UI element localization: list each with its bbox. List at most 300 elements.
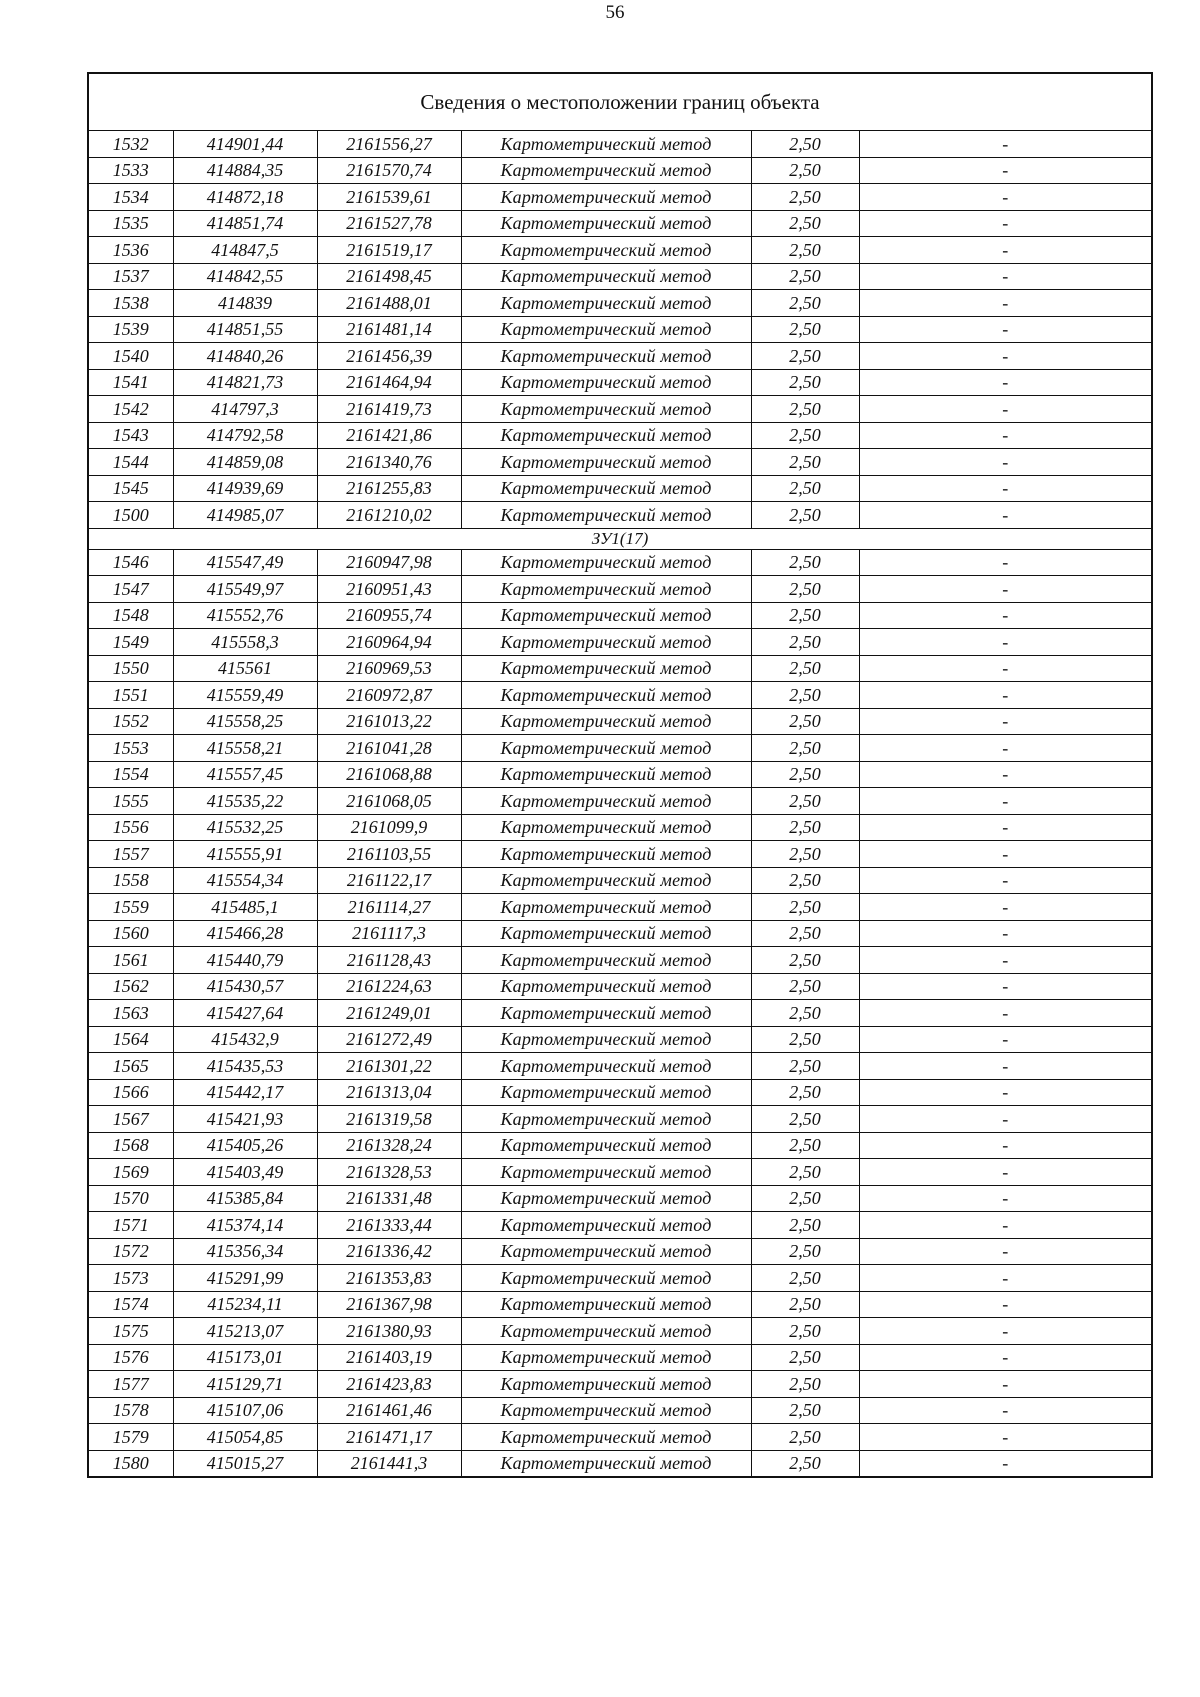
point-number-cell: 1554: [88, 761, 173, 788]
method-cell: Картометрический метод: [461, 867, 751, 894]
description-cell: -: [859, 1026, 1152, 1053]
precision-cell: 2,50: [751, 1053, 859, 1080]
point-number-cell: 1534: [88, 184, 173, 211]
description-cell: -: [859, 157, 1152, 184]
description-cell: -: [859, 761, 1152, 788]
table-row: [88, 396, 1152, 423]
table-row: [88, 422, 1152, 449]
coord-x-cell: 415356,34: [173, 1238, 317, 1265]
method-cell: Картометрический метод: [461, 1106, 751, 1133]
coord-y-cell: 2161333,44: [317, 1212, 461, 1239]
coord-y-cell: 2161456,39: [317, 343, 461, 370]
coord-x-cell: 414939,69: [173, 475, 317, 502]
description-cell: -: [859, 1397, 1152, 1424]
coord-y-cell: 2161421,86: [317, 422, 461, 449]
coord-y-cell: 2161423,83: [317, 1371, 461, 1398]
precision-cell: 2,50: [751, 1397, 859, 1424]
coord-y-cell: 2161319,58: [317, 1106, 461, 1133]
table-row: [88, 1450, 1152, 1477]
method-cell: Картометрический метод: [461, 369, 751, 396]
method-cell: Картометрический метод: [461, 947, 751, 974]
point-number-cell: 1562: [88, 973, 173, 1000]
coord-y-cell: 2161461,46: [317, 1397, 461, 1424]
point-number-cell: 1537: [88, 263, 173, 290]
point-number-cell: 1557: [88, 841, 173, 868]
description-cell: -: [859, 1318, 1152, 1345]
precision-cell: 2,50: [751, 735, 859, 762]
description-cell: -: [859, 1132, 1152, 1159]
method-cell: Картометрический метод: [461, 396, 751, 423]
point-number-cell: 1555: [88, 788, 173, 815]
coord-x-cell: 415485,1: [173, 894, 317, 921]
coord-x-cell: 415015,27: [173, 1450, 317, 1477]
coord-y-cell: 2161464,94: [317, 369, 461, 396]
point-number-cell: 1565: [88, 1053, 173, 1080]
precision-cell: 2,50: [751, 475, 859, 502]
point-number-cell: 1550: [88, 655, 173, 682]
point-number-cell: 1573: [88, 1265, 173, 1292]
coord-x-cell: 415430,57: [173, 973, 317, 1000]
point-number-cell: 1544: [88, 449, 173, 476]
method-cell: Картометрический метод: [461, 475, 751, 502]
point-number-cell: 1578: [88, 1397, 173, 1424]
boundary-table: [87, 72, 1153, 1478]
coord-x-cell: 414847,5: [173, 237, 317, 264]
coord-x-cell: 415559,49: [173, 682, 317, 709]
table-row: [88, 973, 1152, 1000]
description-cell: -: [859, 1424, 1152, 1451]
table-row: [88, 576, 1152, 603]
point-number-cell: 1538: [88, 290, 173, 317]
description-cell: -: [859, 1238, 1152, 1265]
table-row: [88, 210, 1152, 237]
coord-y-cell: 2161481,14: [317, 316, 461, 343]
method-cell: Картометрический метод: [461, 1212, 751, 1239]
precision-cell: 2,50: [751, 157, 859, 184]
coord-x-cell: 415213,07: [173, 1318, 317, 1345]
description-cell: -: [859, 316, 1152, 343]
coord-y-cell: 2161210,02: [317, 502, 461, 529]
point-number-cell: 1575: [88, 1318, 173, 1345]
precision-cell: 2,50: [751, 549, 859, 576]
method-cell: Картометрический метод: [461, 655, 751, 682]
precision-cell: 2,50: [751, 1450, 859, 1477]
table-row: [88, 1026, 1152, 1053]
precision-cell: 2,50: [751, 422, 859, 449]
point-number-cell: 1547: [88, 576, 173, 603]
point-number-cell: 1541: [88, 369, 173, 396]
method-cell: Картометрический метод: [461, 549, 751, 576]
coord-x-cell: 414872,18: [173, 184, 317, 211]
description-cell: -: [859, 735, 1152, 762]
table-row: [88, 449, 1152, 476]
coord-y-cell: 2160947,98: [317, 549, 461, 576]
coord-x-cell: 415535,22: [173, 788, 317, 815]
coord-y-cell: 2161068,05: [317, 788, 461, 815]
description-cell: -: [859, 682, 1152, 709]
table-row: [88, 1318, 1152, 1345]
coord-x-cell: 415405,26: [173, 1132, 317, 1159]
table-row: [88, 184, 1152, 211]
point-number-cell: 1566: [88, 1079, 173, 1106]
coord-y-cell: 2161471,17: [317, 1424, 461, 1451]
precision-cell: 2,50: [751, 1185, 859, 1212]
table-body: [88, 73, 1152, 1477]
coord-x-cell: 414839: [173, 290, 317, 317]
precision-cell: 2,50: [751, 841, 859, 868]
description-cell: -: [859, 841, 1152, 868]
point-number-cell: 1559: [88, 894, 173, 921]
coord-y-cell: 2161041,28: [317, 735, 461, 762]
coord-x-cell: 414901,44: [173, 131, 317, 158]
table-row: [88, 1159, 1152, 1186]
precision-cell: 2,50: [751, 1238, 859, 1265]
description-cell: -: [859, 1265, 1152, 1292]
method-cell: Картометрический метод: [461, 343, 751, 370]
description-cell: -: [859, 1212, 1152, 1239]
method-cell: Картометрический метод: [461, 131, 751, 158]
coord-x-cell: 415374,14: [173, 1212, 317, 1239]
method-cell: Картометрический метод: [461, 576, 751, 603]
precision-cell: 2,50: [751, 920, 859, 947]
coord-y-cell: 2161272,49: [317, 1026, 461, 1053]
coord-x-cell: 415554,34: [173, 867, 317, 894]
coord-x-cell: 414851,74: [173, 210, 317, 237]
coord-x-cell: 414884,35: [173, 157, 317, 184]
coord-y-cell: 2161224,63: [317, 973, 461, 1000]
table-row: [88, 1106, 1152, 1133]
coord-x-cell: 415427,64: [173, 1000, 317, 1027]
description-cell: -: [859, 1079, 1152, 1106]
table-row: [88, 475, 1152, 502]
coord-y-cell: 2161556,27: [317, 131, 461, 158]
precision-cell: 2,50: [751, 237, 859, 264]
point-number-cell: 1548: [88, 602, 173, 629]
table-row: [88, 157, 1152, 184]
coord-x-cell: 415549,97: [173, 576, 317, 603]
coord-x-cell: 414851,55: [173, 316, 317, 343]
table-row: [88, 1397, 1152, 1424]
point-number-cell: 1563: [88, 1000, 173, 1027]
description-cell: -: [859, 1000, 1152, 1027]
description-cell: -: [859, 655, 1152, 682]
section-label: ЗУ1(17): [88, 528, 1152, 549]
precision-cell: 2,50: [751, 1318, 859, 1345]
coord-x-cell: 415561: [173, 655, 317, 682]
point-number-cell: 1535: [88, 210, 173, 237]
table-row: [88, 894, 1152, 921]
coord-y-cell: 2161527,78: [317, 210, 461, 237]
table-row: [88, 263, 1152, 290]
coord-y-cell: 2161068,88: [317, 761, 461, 788]
precision-cell: 2,50: [751, 396, 859, 423]
precision-cell: 2,50: [751, 369, 859, 396]
coord-x-cell: 415054,85: [173, 1424, 317, 1451]
table-row: [88, 1212, 1152, 1239]
point-number-cell: 1571: [88, 1212, 173, 1239]
precision-cell: 2,50: [751, 1291, 859, 1318]
description-cell: -: [859, 210, 1152, 237]
coord-x-cell: 415129,71: [173, 1371, 317, 1398]
precision-cell: 2,50: [751, 947, 859, 974]
method-cell: Картометрический метод: [461, 1079, 751, 1106]
precision-cell: 2,50: [751, 894, 859, 921]
point-number-cell: 1577: [88, 1371, 173, 1398]
description-cell: -: [859, 502, 1152, 529]
method-cell: Картометрический метод: [461, 449, 751, 476]
precision-cell: 2,50: [751, 708, 859, 735]
description-cell: -: [859, 396, 1152, 423]
precision-cell: 2,50: [751, 814, 859, 841]
description-cell: -: [859, 708, 1152, 735]
coord-x-cell: 415552,76: [173, 602, 317, 629]
coord-x-cell: 415558,3: [173, 629, 317, 656]
table-row: [88, 814, 1152, 841]
coord-x-cell: 414797,3: [173, 396, 317, 423]
table-row: [88, 788, 1152, 815]
precision-cell: 2,50: [751, 602, 859, 629]
point-number-cell: 1579: [88, 1424, 173, 1451]
point-number-cell: 1532: [88, 131, 173, 158]
description-cell: -: [859, 894, 1152, 921]
precision-cell: 2,50: [751, 210, 859, 237]
method-cell: Картометрический метод: [461, 1053, 751, 1080]
coord-y-cell: 2161117,3: [317, 920, 461, 947]
coord-y-cell: 2160969,53: [317, 655, 461, 682]
point-number-cell: 1542: [88, 396, 173, 423]
coord-y-cell: 2161328,24: [317, 1132, 461, 1159]
method-cell: Картометрический метод: [461, 602, 751, 629]
description-cell: -: [859, 629, 1152, 656]
coord-x-cell: 415403,49: [173, 1159, 317, 1186]
description-cell: -: [859, 1106, 1152, 1133]
description-cell: -: [859, 576, 1152, 603]
method-cell: Картометрический метод: [461, 502, 751, 529]
precision-cell: 2,50: [751, 1265, 859, 1292]
table-row: [88, 343, 1152, 370]
table-row: [88, 502, 1152, 529]
coord-y-cell: 2161249,01: [317, 1000, 461, 1027]
precision-cell: 2,50: [751, 1212, 859, 1239]
coord-x-cell: 415234,11: [173, 1291, 317, 1318]
point-number-cell: 1540: [88, 343, 173, 370]
description-cell: -: [859, 814, 1152, 841]
coord-y-cell: 2161331,48: [317, 1185, 461, 1212]
coord-y-cell: 2161340,76: [317, 449, 461, 476]
description-cell: -: [859, 947, 1152, 974]
point-number-cell: 1564: [88, 1026, 173, 1053]
method-cell: Картометрический метод: [461, 814, 751, 841]
description-cell: -: [859, 290, 1152, 317]
coord-y-cell: 2161419,73: [317, 396, 461, 423]
precision-cell: 2,50: [751, 576, 859, 603]
precision-cell: 2,50: [751, 290, 859, 317]
coord-x-cell: 415442,17: [173, 1079, 317, 1106]
coord-y-cell: 2161498,45: [317, 263, 461, 290]
table-row: [88, 761, 1152, 788]
description-cell: -: [859, 369, 1152, 396]
method-cell: Картометрический метод: [461, 1318, 751, 1345]
precision-cell: 2,50: [751, 1000, 859, 1027]
table-row: [88, 1344, 1152, 1371]
point-number-cell: 1567: [88, 1106, 173, 1133]
precision-cell: 2,50: [751, 788, 859, 815]
table-row: [88, 1000, 1152, 1027]
method-cell: Картометрический метод: [461, 1371, 751, 1398]
table-row: [88, 1238, 1152, 1265]
coord-y-cell: 2161128,43: [317, 947, 461, 974]
precision-cell: 2,50: [751, 1159, 859, 1186]
coord-y-cell: 2161441,3: [317, 1450, 461, 1477]
description-cell: -: [859, 1344, 1152, 1371]
point-number-cell: 1560: [88, 920, 173, 947]
point-number-cell: 1569: [88, 1159, 173, 1186]
description-cell: -: [859, 788, 1152, 815]
precision-cell: 2,50: [751, 343, 859, 370]
description-cell: -: [859, 1291, 1152, 1318]
description-cell: -: [859, 343, 1152, 370]
method-cell: Картометрический метод: [461, 973, 751, 1000]
table-row: [88, 629, 1152, 656]
method-cell: Картометрический метод: [461, 1344, 751, 1371]
precision-cell: 2,50: [751, 761, 859, 788]
description-cell: -: [859, 449, 1152, 476]
coord-x-cell: 415385,84: [173, 1185, 317, 1212]
point-number-cell: 1570: [88, 1185, 173, 1212]
coord-x-cell: 415435,53: [173, 1053, 317, 1080]
precision-cell: 2,50: [751, 1371, 859, 1398]
table-row: [88, 290, 1152, 317]
method-cell: Картометрический метод: [461, 1132, 751, 1159]
method-cell: Картометрический метод: [461, 1291, 751, 1318]
coord-x-cell: 414792,58: [173, 422, 317, 449]
coord-x-cell: 415558,25: [173, 708, 317, 735]
table-row: [88, 316, 1152, 343]
coord-x-cell: 415557,45: [173, 761, 317, 788]
method-cell: Картометрический метод: [461, 682, 751, 709]
precision-cell: 2,50: [751, 1106, 859, 1133]
precision-cell: 2,50: [751, 184, 859, 211]
point-number-cell: 1576: [88, 1344, 173, 1371]
coord-y-cell: 2161336,42: [317, 1238, 461, 1265]
point-number-cell: 1572: [88, 1238, 173, 1265]
point-number-cell: 1561: [88, 947, 173, 974]
coord-x-cell: 414859,08: [173, 449, 317, 476]
point-number-cell: 1539: [88, 316, 173, 343]
table-row: [88, 920, 1152, 947]
method-cell: Картометрический метод: [461, 761, 751, 788]
precision-cell: 2,50: [751, 1026, 859, 1053]
point-number-cell: 1536: [88, 237, 173, 264]
precision-cell: 2,50: [751, 867, 859, 894]
coord-y-cell: 2161122,17: [317, 867, 461, 894]
method-cell: Картометрический метод: [461, 894, 751, 921]
method-cell: Картометрический метод: [461, 1238, 751, 1265]
description-cell: -: [859, 920, 1152, 947]
coord-y-cell: 2160972,87: [317, 682, 461, 709]
description-cell: -: [859, 867, 1152, 894]
coord-y-cell: 2161488,01: [317, 290, 461, 317]
table-row: [88, 841, 1152, 868]
method-cell: Картометрический метод: [461, 1000, 751, 1027]
table-title: Сведения о местоположении границ объекта: [88, 73, 1152, 131]
precision-cell: 2,50: [751, 502, 859, 529]
method-cell: Картометрический метод: [461, 263, 751, 290]
table-row: [88, 1424, 1152, 1451]
coord-y-cell: 2161539,61: [317, 184, 461, 211]
table-row: [88, 131, 1152, 158]
table-row: [88, 237, 1152, 264]
coord-y-cell: 2161328,53: [317, 1159, 461, 1186]
table-row: [88, 1079, 1152, 1106]
table-row: [88, 1053, 1152, 1080]
coord-y-cell: 2160955,74: [317, 602, 461, 629]
coord-x-cell: 415466,28: [173, 920, 317, 947]
point-number-cell: 1553: [88, 735, 173, 762]
table-row: [88, 1132, 1152, 1159]
coord-y-cell: 2161114,27: [317, 894, 461, 921]
point-number-cell: 1545: [88, 475, 173, 502]
coord-y-cell: 2161403,19: [317, 1344, 461, 1371]
method-cell: Картометрический метод: [461, 157, 751, 184]
method-cell: Картометрический метод: [461, 290, 751, 317]
coord-y-cell: 2160951,43: [317, 576, 461, 603]
coord-y-cell: 2161353,83: [317, 1265, 461, 1292]
coord-x-cell: 415555,91: [173, 841, 317, 868]
precision-cell: 2,50: [751, 629, 859, 656]
table-title-row: [88, 73, 1152, 131]
table-row: [88, 369, 1152, 396]
point-number-cell: 1574: [88, 1291, 173, 1318]
coord-y-cell: 2161103,55: [317, 841, 461, 868]
description-cell: -: [859, 1053, 1152, 1080]
method-cell: Картометрический метод: [461, 1265, 751, 1292]
description-cell: -: [859, 973, 1152, 1000]
coord-y-cell: 2160964,94: [317, 629, 461, 656]
point-number-cell: 1546: [88, 549, 173, 576]
method-cell: Картометрический метод: [461, 422, 751, 449]
page-number: 56: [605, 2, 625, 23]
table-row: [88, 682, 1152, 709]
description-cell: -: [859, 475, 1152, 502]
table-row: [88, 947, 1152, 974]
description-cell: -: [859, 422, 1152, 449]
coord-x-cell: 415432,9: [173, 1026, 317, 1053]
description-cell: -: [859, 263, 1152, 290]
coord-x-cell: 415421,93: [173, 1106, 317, 1133]
description-cell: -: [859, 1159, 1152, 1186]
method-cell: Картометрический метод: [461, 841, 751, 868]
point-number-cell: 1551: [88, 682, 173, 709]
description-cell: -: [859, 237, 1152, 264]
table-row: [88, 602, 1152, 629]
coord-y-cell: 2161519,17: [317, 237, 461, 264]
precision-cell: 2,50: [751, 131, 859, 158]
method-cell: Картометрический метод: [461, 629, 751, 656]
precision-cell: 2,50: [751, 316, 859, 343]
method-cell: Картометрический метод: [461, 1450, 751, 1477]
method-cell: Картометрический метод: [461, 237, 751, 264]
description-cell: -: [859, 1185, 1152, 1212]
point-number-cell: 1568: [88, 1132, 173, 1159]
description-cell: -: [859, 602, 1152, 629]
precision-cell: 2,50: [751, 655, 859, 682]
method-cell: Картометрический метод: [461, 210, 751, 237]
table-row: [88, 1371, 1152, 1398]
precision-cell: 2,50: [751, 973, 859, 1000]
point-number-cell: 1543: [88, 422, 173, 449]
coord-y-cell: 2161301,22: [317, 1053, 461, 1080]
